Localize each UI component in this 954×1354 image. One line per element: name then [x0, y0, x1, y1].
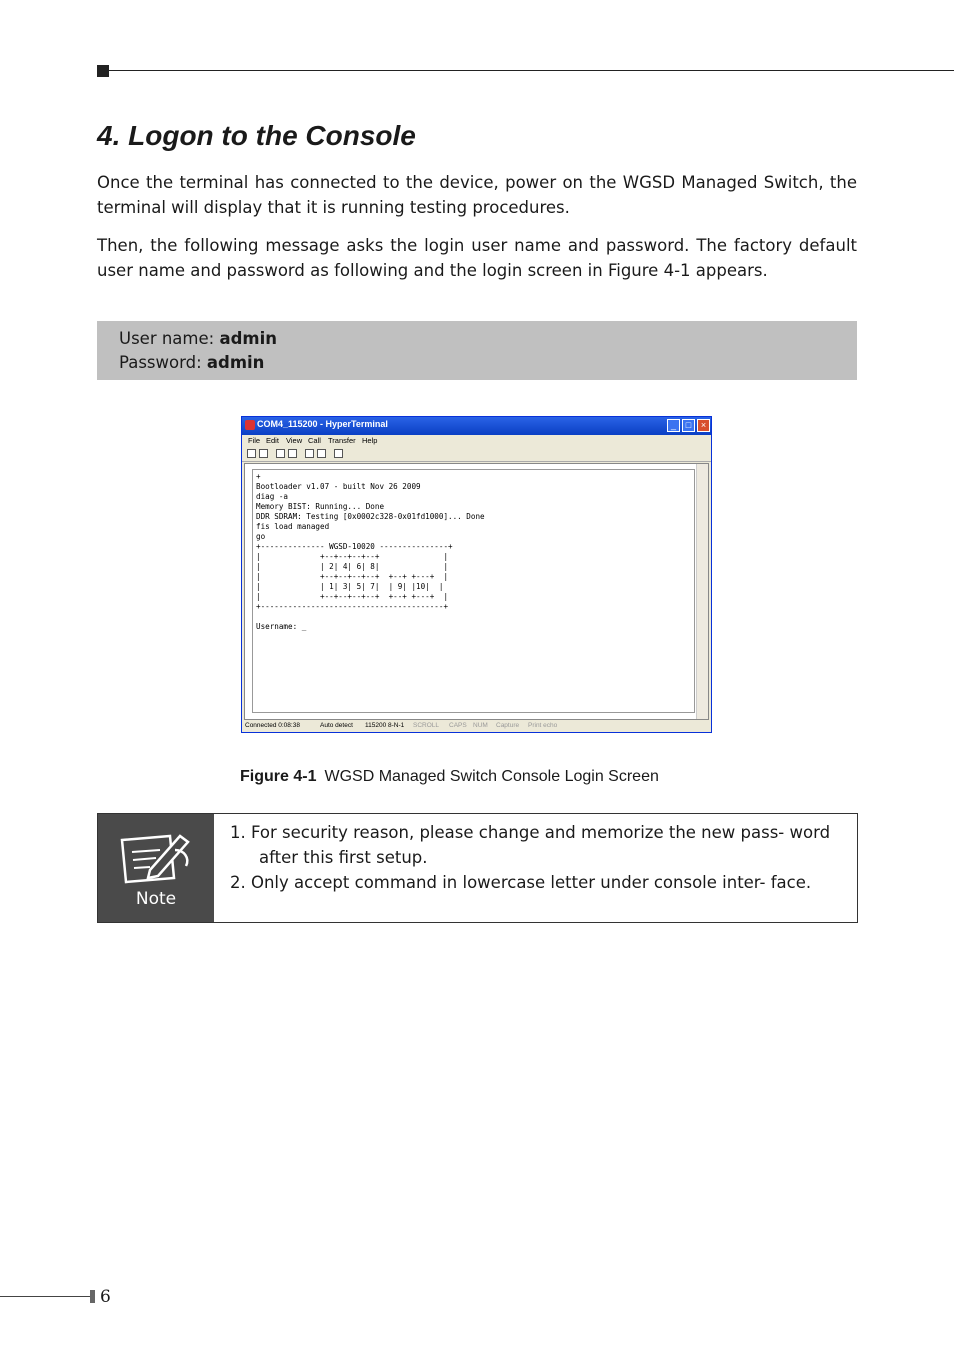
- status-bar: [242, 721, 711, 732]
- status-detect: Auto detect: [320, 722, 353, 729]
- figure-label: Figure 4-1: [240, 768, 317, 785]
- scrollbar[interactable]: [696, 464, 708, 719]
- close-icon[interactable]: ×: [697, 419, 710, 432]
- window-titlebar[interactable]: [242, 417, 711, 435]
- menu-call[interactable]: Call: [308, 436, 321, 445]
- maximize-icon[interactable]: □: [682, 419, 695, 432]
- send-icon[interactable]: [305, 449, 314, 458]
- menu-transfer[interactable]: Transfer: [328, 436, 356, 445]
- window-title: COM4_115200 - HyperTerminal: [257, 419, 388, 429]
- status-capture: Capture: [496, 722, 520, 729]
- page-number: 6: [100, 1287, 111, 1307]
- receive-icon[interactable]: [317, 449, 326, 458]
- terminal-output: + Bootloader v1.07 - built Nov 26 2009 diag -a Memory BIST: Running... Done DDR SDRAM: Testing [0x0002c328-0x01fd1000]... Done fis load managed go +-------------- WGSD-10020 ---------------+ | +--+--+--+--+ | | | 2| 4| 6| 8| | | +--+--+--+--+ +--+ +---+ | | | 1| 3| 5| 7| | 9| |10| | | +--+--+--+--+ +--+ +---+ | +----------------------------------------+ Username: _: [256, 472, 485, 631]
- app-icon: [245, 420, 255, 430]
- note-item: 2. Only accept command in lowercase letter under console inter- face.: [230, 873, 812, 892]
- status-caps: CAPS: [449, 722, 467, 729]
- toolbar: [242, 447, 711, 462]
- properties-icon[interactable]: [334, 449, 343, 458]
- menu-bar: [242, 435, 711, 447]
- note-list: [230, 820, 842, 895]
- menu-file[interactable]: File: [248, 436, 261, 445]
- username-label: User name:: [119, 329, 215, 348]
- status-print-echo: Print echo: [528, 722, 558, 729]
- note-item: 1. For security reason, please change and memorize the new pass- word after this first setup.: [230, 823, 831, 867]
- note-label: Note: [135, 889, 177, 909]
- note-box: [97, 813, 858, 923]
- login-paragraph: Then, the following message asks the login user name and password. The factory default user name and password as following and the login screen in Figure 4-1 appears.: [97, 236, 857, 280]
- section-heading: 4. Logon to the Console: [97, 120, 416, 151]
- password-value: admin: [206, 353, 265, 372]
- password-line: [119, 353, 264, 372]
- open-icon[interactable]: [259, 449, 268, 458]
- note-sidebar: [98, 814, 214, 922]
- status-baud: 115200 8-N-1: [365, 722, 405, 729]
- intro-paragraph: Once the terminal has connected to the device, power on the WGSD Managed Switch, the terminal will display that it is running testing procedures.: [97, 173, 857, 217]
- new-icon[interactable]: [247, 449, 256, 458]
- header-square: [97, 65, 109, 77]
- status-scroll: SCROLL: [413, 722, 440, 729]
- footer-bar: [90, 1290, 95, 1303]
- username-value: admin: [219, 329, 278, 348]
- menu-edit[interactable]: Edit: [266, 436, 279, 445]
- status-num: NUM: [473, 722, 488, 729]
- footer-rule: [0, 1296, 90, 1297]
- terminal-area[interactable]: [244, 463, 709, 720]
- hyperterminal-window: [241, 416, 712, 733]
- minimize-icon[interactable]: _: [667, 419, 680, 432]
- username-line: [119, 329, 277, 348]
- menu-help[interactable]: Help: [362, 436, 378, 445]
- figure-text: WGSD Managed Switch Console Login Screen: [324, 768, 659, 785]
- disconnect-icon[interactable]: [288, 449, 297, 458]
- status-connected: Connected 0:08:38: [245, 722, 300, 729]
- note-pencil-icon: [120, 830, 192, 886]
- password-label: Password:: [119, 353, 202, 372]
- menu-view[interactable]: View: [286, 436, 303, 445]
- call-icon[interactable]: [276, 449, 285, 458]
- credentials-box: [97, 321, 857, 380]
- terminal-screen[interactable]: [252, 469, 695, 713]
- figure-caption: [240, 768, 659, 786]
- header-rule: [97, 70, 954, 71]
